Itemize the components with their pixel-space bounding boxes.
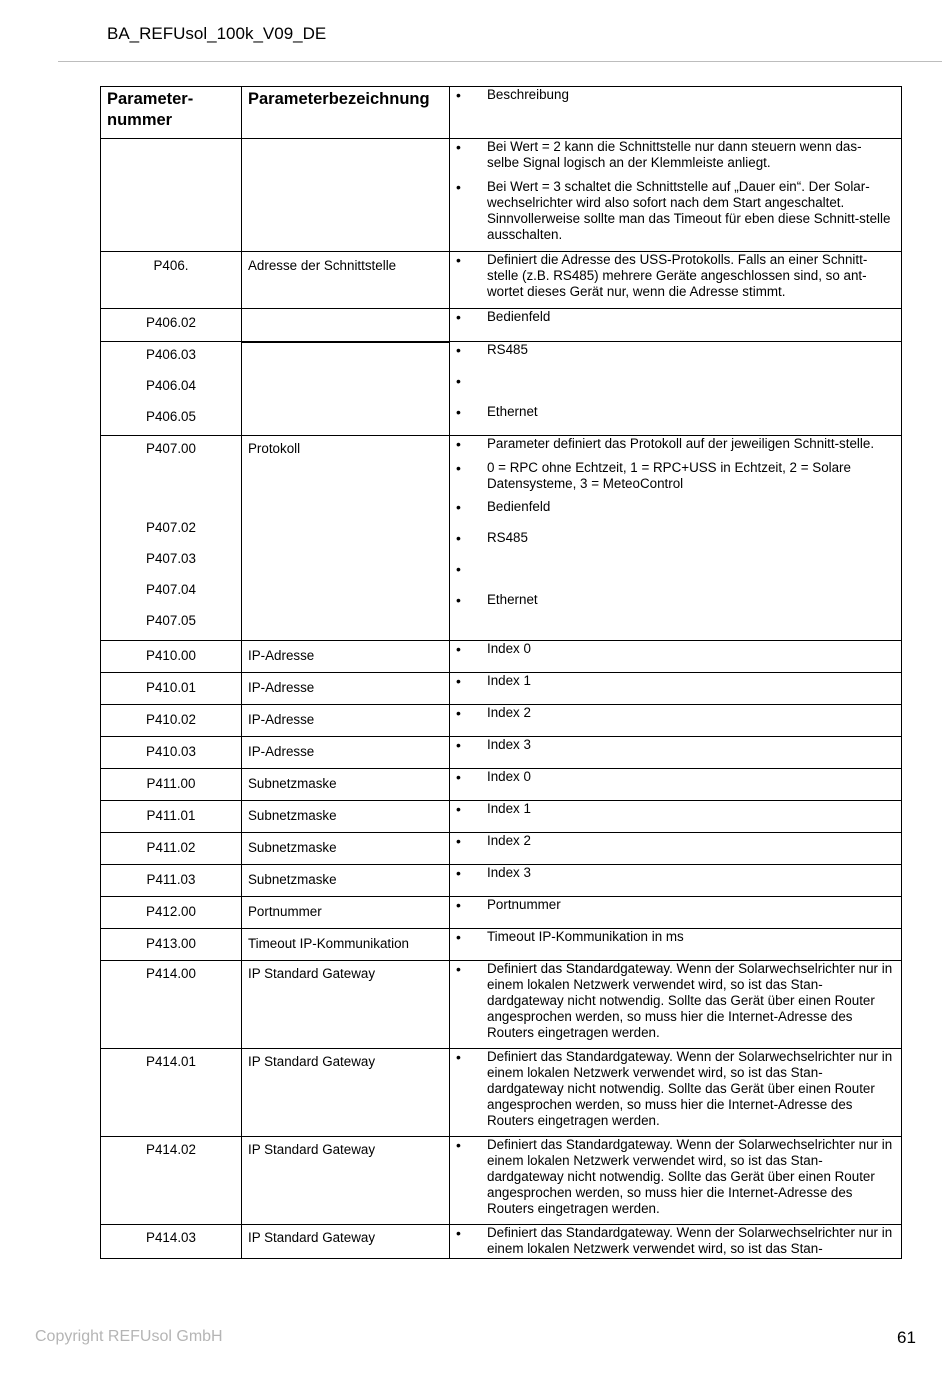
param-name: Portnummer (248, 904, 322, 919)
param-number: P406.05 (146, 409, 196, 424)
param-name: Subnetzmaske (248, 872, 337, 887)
description-bullet: • Portnummer (450, 897, 901, 913)
table-row (101, 737, 902, 769)
param-number: P406.03 (146, 347, 196, 362)
description-bullet: • Ethernet (450, 592, 901, 623)
parameter-table (100, 86, 902, 1259)
param-number: P406.02 (146, 315, 196, 330)
param-name: IP Standard Gateway (248, 966, 376, 981)
param-number: P411.00 (146, 776, 196, 791)
table-row (101, 1137, 902, 1225)
description-bullet: • 0 = RPC ohne Echtzeit, 1 = RPC+USS in Echtzeit, 2 = Solare Datensysteme, 3 = MeteoControl (450, 460, 901, 492)
param-number: P407.05 (146, 613, 196, 628)
table-row (101, 801, 902, 833)
param-number: P414.01 (146, 1054, 196, 1069)
document-header: BA_REFUsol_100k_V09_DE (107, 24, 327, 43)
table-row (101, 252, 902, 309)
table-row (101, 342, 902, 436)
param-name: Timeout IP-Kommunikation (248, 936, 409, 951)
param-number: P411.03 (146, 872, 196, 887)
param-number: P407.02 (146, 520, 196, 535)
param-name: IP Standard Gateway (248, 1230, 376, 1245)
description-bullet: • Index 1 (450, 673, 901, 689)
param-name: Subnetzmaske (248, 840, 337, 855)
table-row (101, 961, 902, 1049)
param-number: P414.00 (146, 966, 196, 981)
description-bullet: • RS485 (450, 342, 901, 373)
description-bullet: • Bedienfeld (450, 309, 901, 325)
description-bullet: • Index 2 (450, 833, 901, 849)
description-bullet: • Bei Wert = 3 schaltet die Schnittstelle auf „Dauer ein“. Der Solar-wechselrichter wird also sofort nach dem Start angeschaltet. Sinnvollerweise sollte man das Timeout für eben diese Schnitt-stelle ausschalten. (450, 179, 901, 243)
param-name: IP-Adresse (248, 680, 315, 695)
header-description-label: • Beschreibung (450, 87, 901, 103)
description-bullet (450, 561, 901, 592)
param-number: P407.03 (146, 551, 196, 566)
param-number: P406.04 (146, 378, 196, 393)
table-row (101, 705, 902, 737)
description-bullet (450, 373, 901, 404)
param-number: P411.02 (146, 840, 196, 855)
param-name: Protokoll (248, 441, 301, 456)
footer-copyright: Copyright REFUsol GmbH (35, 1328, 223, 1345)
table-row (101, 673, 902, 705)
description-bullet: • Ethernet (450, 404, 901, 435)
param-name: IP-Adresse (248, 712, 315, 727)
description-bullet: • Index 2 (450, 705, 901, 721)
param-name: Subnetzmaske (248, 808, 337, 823)
param-number: P414.02 (146, 1142, 196, 1157)
description-bullet: • Definiert das Standardgateway. Wenn der Solarwechselrichter nur in einem lokalen Netzwerk verwendet wird, so ist das Stan- (450, 1225, 901, 1257)
param-name: IP-Adresse (248, 744, 315, 759)
description-bullet: • Index 0 (450, 641, 901, 657)
param-number: P410.00 (146, 648, 196, 663)
param-number: P410.02 (146, 712, 196, 727)
table-row (101, 139, 902, 252)
table-row (101, 865, 902, 897)
param-name: Adresse der Schnittstelle (248, 258, 397, 273)
param-number: P412.00 (146, 904, 196, 919)
description-bullet: • Index 0 (450, 769, 901, 785)
param-name: Subnetzmaske (248, 776, 337, 791)
param-number: P407.00 (146, 441, 196, 456)
table-row (101, 1049, 902, 1137)
description-bullet: • Index 3 (450, 865, 901, 881)
param-number: P406. (153, 258, 189, 273)
header-divider (58, 61, 942, 62)
description-bullet: • Index 1 (450, 801, 901, 817)
header-cell-name: Parameterbezeichnung (242, 87, 450, 139)
table-row (101, 436, 902, 641)
table-row (101, 641, 902, 673)
table-row (101, 309, 902, 342)
description-bullet: • Timeout IP-Kommunikation in ms (450, 929, 901, 945)
table-row (101, 1225, 902, 1259)
param-number: P414.03 (146, 1230, 196, 1245)
description-bullet: • Bei Wert = 2 kann die Schnittstelle nur dann steuern wenn das-selbe Signal logisch an der Klemmleiste anliegt. (450, 139, 901, 171)
header-cell-number: Parameter-nummer (101, 87, 242, 139)
param-number: P411.01 (146, 808, 196, 823)
description-bullet: • Definiert die Adresse des USS-Protokolls. Falls an einer Schnitt-stelle (z.B. RS485) mehrere Geräte angeschlossen sind, so ant-wortet dieses Gerät nur, wenn die Adresse stimmt. (450, 252, 901, 300)
description-bullet: • Index 3 (450, 737, 901, 753)
param-name: IP Standard Gateway (248, 1142, 376, 1157)
param-name: IP Standard Gateway (248, 1054, 376, 1069)
table-header-row (101, 87, 902, 139)
param-name: IP-Adresse (248, 648, 315, 663)
description-bullet: • Definiert das Standardgateway. Wenn der Solarwechselrichter nur in einem lokalen Netzwerk verwendet wird, so ist das Stan-dardgateway nicht notwendig. Sollte das Gerät über einen Router angesprochen werden, so muss hier die Internet-Adresse des Routers eingetragen werden. (450, 961, 901, 1041)
param-number: P407.04 (146, 582, 196, 597)
param-number: P413.00 (146, 936, 196, 951)
table-row (101, 929, 902, 961)
page-number: 61 (897, 1328, 916, 1347)
description-bullet: • Parameter definiert das Protokoll auf der jeweiligen Schnitt-stelle. (450, 436, 901, 452)
description-bullet: • Bedienfeld (450, 499, 901, 530)
table-row (101, 897, 902, 929)
param-number: P410.01 (146, 680, 196, 695)
description-bullet: • Definiert das Standardgateway. Wenn der Solarwechselrichter nur in einem lokalen Netzwerk verwendet wird, so ist das Stan-dardgateway nicht notwendig. Sollte das Gerät über einen Router angesprochen werden, so muss hier die Internet-Adresse des Routers eingetragen werden. (450, 1049, 901, 1129)
description-bullet: • Definiert das Standardgateway. Wenn der Solarwechselrichter nur in einem lokalen Netzwerk verwendet wird, so ist das Stan-dardgateway nicht notwendig. Sollte das Gerät über einen Router angesprochen werden, so muss hier die Internet-Adresse des Routers eingetragen werden. (450, 1137, 901, 1217)
table-row (101, 833, 902, 865)
table-row (101, 769, 902, 801)
description-bullet: • RS485 (450, 530, 901, 561)
header-cell-description (450, 87, 902, 139)
param-number: P410.03 (146, 744, 196, 759)
